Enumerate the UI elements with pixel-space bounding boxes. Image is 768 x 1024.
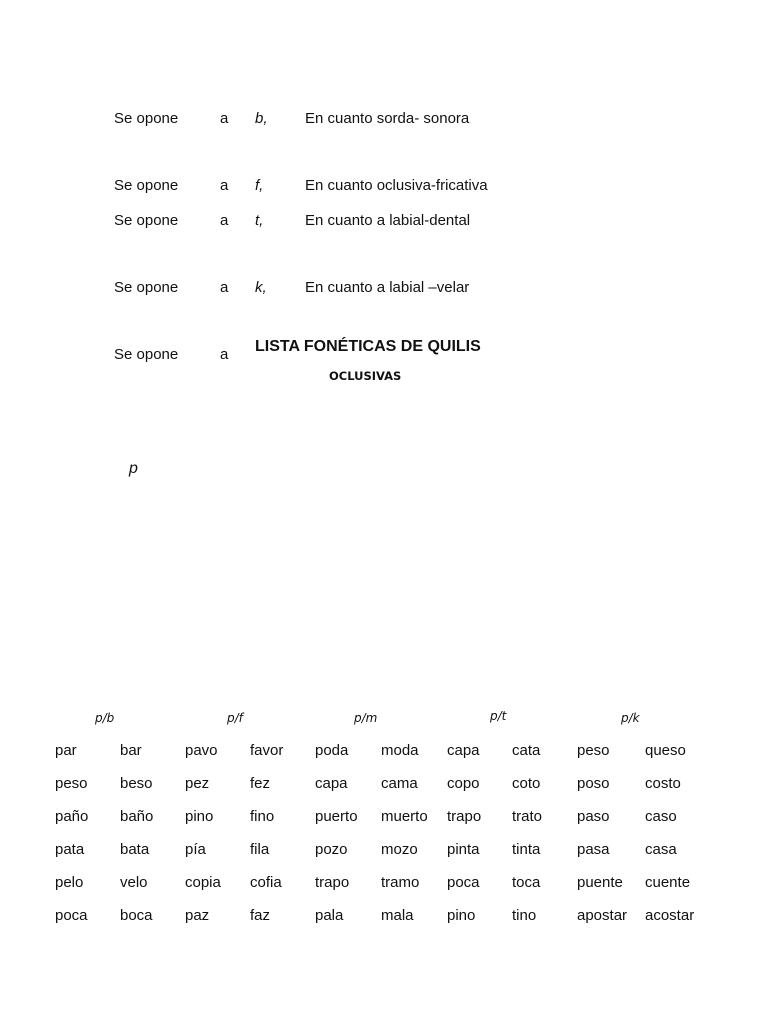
row-prep: a — [220, 346, 229, 363]
table-cell: puente — [577, 874, 623, 891]
column-header: p/t — [490, 709, 507, 723]
table-cell: costo — [645, 775, 681, 792]
table-cell: casa — [645, 841, 677, 858]
row-letter: k, — [255, 279, 267, 296]
row-letter: b, — [255, 110, 268, 127]
table-cell: queso — [645, 742, 686, 759]
table-cell: pasa — [577, 841, 610, 858]
row-prep: a — [220, 177, 229, 194]
table-cell: tramo — [381, 874, 420, 891]
table-cell: apostar — [577, 907, 628, 924]
column-header: p/b — [95, 711, 115, 725]
table-cell: pala — [315, 907, 344, 924]
table-cell: cofia — [250, 874, 282, 891]
table-cell: velo — [120, 874, 148, 891]
table-cell: paño — [55, 808, 89, 825]
table-cell: moda — [381, 742, 419, 759]
table-cell: toca — [512, 874, 541, 891]
table-cell: cuente — [645, 874, 691, 891]
table-cell: beso — [120, 775, 153, 792]
table-cell: poca — [447, 874, 480, 891]
row-label: Se opone — [114, 177, 179, 194]
table-cell: par — [55, 742, 77, 759]
row-description: En cuanto a labial –velar — [305, 279, 470, 296]
table-cell: peso — [55, 775, 88, 792]
row-prep: a — [220, 279, 229, 296]
table-cell: cata — [512, 742, 541, 759]
table-cell: pavo — [185, 742, 218, 759]
table-cell: tinta — [512, 841, 541, 858]
row-letter: t, — [255, 212, 264, 229]
table-cell: baño — [120, 808, 154, 825]
table-cell: tino — [512, 907, 537, 924]
table-cell: pino — [447, 907, 476, 924]
section-subtitle: OCLUSIVAS — [329, 369, 402, 383]
table-cell: bar — [120, 742, 142, 759]
row-label: Se opone — [114, 110, 179, 127]
table-cell: cama — [381, 775, 418, 792]
row-description: En cuanto oclusiva-fricativa — [305, 177, 488, 194]
table-cell: fila — [250, 841, 270, 858]
table-cell: favor — [250, 742, 284, 759]
table-cell: copia — [185, 874, 221, 891]
table-cell: poso — [577, 775, 610, 792]
table-cell: paso — [577, 808, 610, 825]
table-cell: boca — [120, 907, 153, 924]
table-cell: trapo — [447, 808, 482, 825]
table-cell: capa — [447, 742, 480, 759]
row-label: Se opone — [114, 212, 179, 229]
table-cell: fez — [250, 775, 271, 792]
row-prep: a — [220, 110, 229, 127]
table-cell: capa — [315, 775, 348, 792]
table-cell: pino — [185, 808, 214, 825]
table-cell: poda — [315, 742, 349, 759]
column-header: p/k — [621, 711, 640, 725]
row-label: Se opone — [114, 346, 179, 363]
table-cell: faz — [250, 907, 271, 924]
table-cell: poca — [55, 907, 88, 924]
table-cell: copo — [447, 775, 480, 792]
table-cell: trato — [512, 808, 543, 825]
table-cell: trapo — [315, 874, 350, 891]
page-title: LISTA FONÉTICAS DE QUILIS — [255, 338, 481, 355]
column-header: p/m — [354, 711, 378, 725]
row-description: En cuanto a labial-dental — [305, 212, 471, 229]
row-prep: a — [220, 212, 229, 229]
table-cell: acostar — [645, 907, 695, 924]
table-cell: pozo — [315, 841, 348, 858]
table-cell: coto — [512, 775, 541, 792]
row-label: Se opone — [114, 279, 179, 296]
phoneme-label: p — [129, 460, 138, 477]
table-cell: mala — [381, 907, 414, 924]
table-cell: puerto — [315, 808, 358, 825]
table-cell: pata — [55, 841, 85, 858]
table-cell: pelo — [55, 874, 84, 891]
table-cell: caso — [645, 808, 677, 825]
table-cell: pinta — [447, 841, 480, 858]
row-description: En cuanto sorda- sonora — [305, 110, 470, 127]
table-cell: mozo — [381, 841, 418, 858]
table-cell: peso — [577, 742, 610, 759]
table-cell: muerto — [381, 808, 428, 825]
row-letter: f, — [255, 177, 264, 194]
table-cell: bata — [120, 841, 150, 858]
table-cell: paz — [185, 907, 210, 924]
column-header: p/f — [227, 711, 243, 725]
table-cell: pez — [185, 775, 210, 792]
table-cell: pía — [185, 841, 206, 858]
table-cell: fino — [250, 808, 275, 825]
